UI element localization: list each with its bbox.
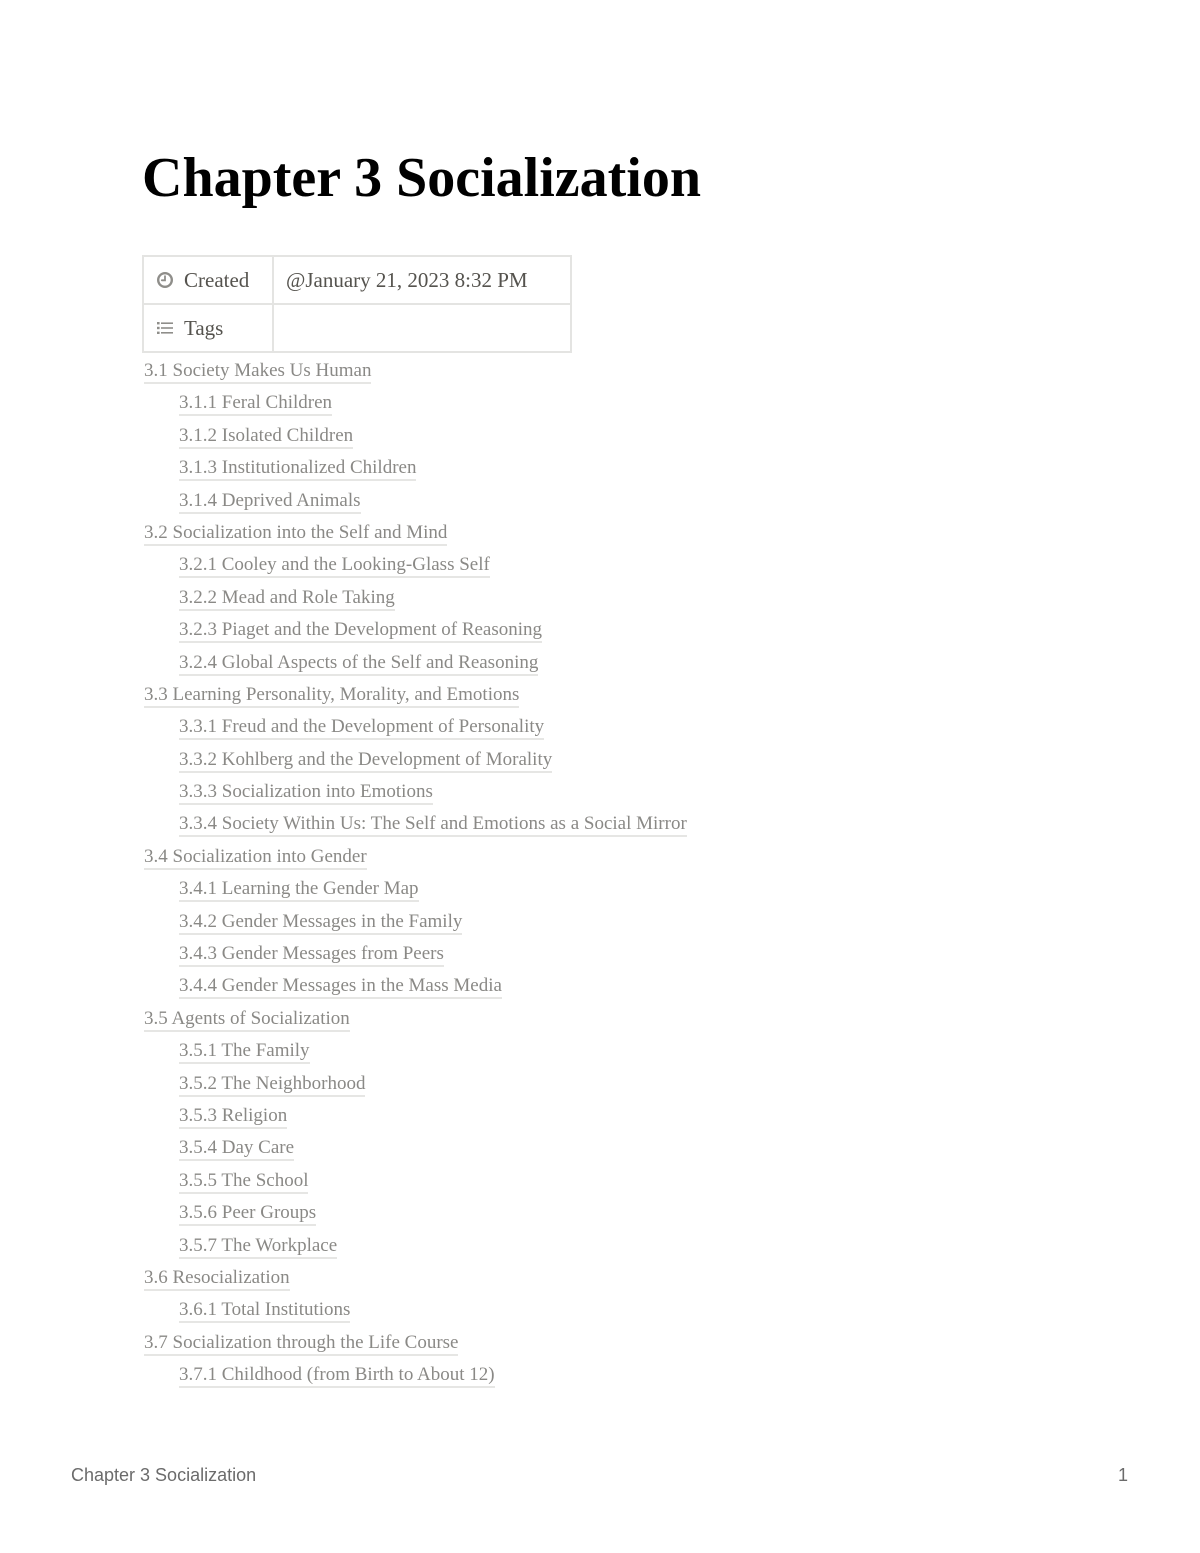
toc-subsection-item	[144, 388, 687, 420]
toc-section-item	[144, 1328, 687, 1360]
toc-section-item	[144, 1263, 687, 1295]
toc-subsection-item	[144, 874, 687, 906]
toc-subsection-item	[144, 1360, 687, 1392]
toc-link[interactable]: 3.2.2 Mead and Role Taking	[179, 587, 395, 611]
toc-subsection-item	[144, 809, 687, 841]
toc-subsection-item	[144, 1231, 687, 1263]
toc-subsection-item	[144, 550, 687, 582]
property-value-tags[interactable]	[273, 304, 571, 352]
property-row-tags	[143, 304, 571, 352]
toc-link[interactable]: 3.2 Socialization into the Self and Mind	[144, 522, 447, 546]
toc-subsection-item	[144, 453, 687, 485]
toc-subsection-item	[144, 583, 687, 615]
toc-subsection-item	[144, 971, 687, 1003]
toc-subsection-item	[144, 1069, 687, 1101]
toc-link[interactable]: 3.1 Society Makes Us Human	[144, 360, 371, 384]
footer-title: Chapter 3 Socialization	[71, 1465, 257, 1485]
toc-link[interactable]: 3.2.1 Cooley and the Looking-Glass Self	[179, 554, 490, 578]
toc-subsection-item	[144, 777, 687, 809]
page-title: Chapter 3 Socialization	[142, 147, 701, 209]
table-of-contents	[144, 356, 687, 1393]
toc-subsection-item	[144, 1101, 687, 1133]
toc-link[interactable]: 3.5.5 The School	[179, 1170, 308, 1194]
toc-link[interactable]: 3.6 Resocialization	[144, 1267, 290, 1291]
property-key-created: Created	[184, 267, 250, 292]
toc-subsection-item	[144, 421, 687, 453]
toc-subsection-item	[144, 486, 687, 518]
clock-icon	[156, 271, 174, 289]
toc-link[interactable]: 3.5.3 Religion	[179, 1105, 287, 1129]
toc-link[interactable]: 3.1.3 Institutionalized Children	[179, 457, 416, 481]
toc-subsection-item	[144, 615, 687, 647]
toc-subsection-item	[144, 1133, 687, 1165]
list-icon	[156, 319, 174, 337]
toc-link[interactable]: 3.5.7 The Workplace	[179, 1235, 337, 1259]
toc-link[interactable]: 3.4.4 Gender Messages in the Mass Media	[179, 975, 502, 999]
toc-link[interactable]: 3.6.1 Total Institutions	[179, 1299, 350, 1323]
toc-link[interactable]: 3.5 Agents of Socialization	[144, 1008, 350, 1032]
toc-link[interactable]: 3.2.3 Piaget and the Development of Reasoning	[179, 619, 542, 643]
toc-link[interactable]: 3.3 Learning Personality, Morality, and Emotions	[144, 684, 519, 708]
toc-link[interactable]: 3.4.2 Gender Messages in the Family	[179, 911, 462, 935]
toc-section-item	[144, 1004, 687, 1036]
toc-link[interactable]: 3.2.4 Global Aspects of the Self and Reasoning	[179, 652, 538, 676]
toc-subsection-item	[144, 1198, 687, 1230]
toc-link[interactable]: 3.3.4 Society Within Us: The Self and Emotions as a Social Mirror	[179, 813, 687, 837]
toc-link[interactable]: 3.7.1 Childhood (from Birth to About 12)	[179, 1364, 495, 1388]
toc-subsection-item	[144, 1295, 687, 1327]
toc-subsection-item	[144, 907, 687, 939]
toc-link[interactable]: 3.3.3 Socialization into Emotions	[179, 781, 433, 805]
toc-section-item	[144, 680, 687, 712]
property-row-created	[143, 256, 571, 304]
toc-link[interactable]: 3.4 Socialization into Gender	[144, 846, 367, 870]
property-key-cell	[143, 304, 273, 352]
toc-subsection-item	[144, 648, 687, 680]
toc-subsection-item	[144, 745, 687, 777]
toc-link[interactable]: 3.5.6 Peer Groups	[179, 1202, 316, 1226]
toc-link[interactable]: 3.5.4 Day Care	[179, 1137, 294, 1161]
properties-table	[142, 255, 572, 353]
toc-subsection-item	[144, 939, 687, 971]
toc-link[interactable]: 3.7 Socialization through the Life Course	[144, 1332, 458, 1356]
toc-link[interactable]: 3.5.2 The Neighborhood	[179, 1073, 365, 1097]
toc-subsection-item	[144, 1166, 687, 1198]
toc-subsection-item	[144, 712, 687, 744]
property-value-created[interactable]: @January 21, 2023 8:32 PM	[273, 256, 571, 304]
toc-link[interactable]: 3.3.1 Freud and the Development of Personality	[179, 716, 544, 740]
toc-link[interactable]: 3.4.3 Gender Messages from Peers	[179, 943, 444, 967]
toc-subsection-item	[144, 1036, 687, 1068]
toc-section-item	[144, 518, 687, 550]
footer-page-number: 1	[1117, 1465, 1128, 1485]
toc-section-item	[144, 842, 687, 874]
toc-link[interactable]: 3.5.1 The Family	[179, 1040, 310, 1064]
toc-link[interactable]: 3.4.1 Learning the Gender Map	[179, 878, 419, 902]
toc-section-item	[144, 356, 687, 388]
toc-link[interactable]: 3.3.2 Kohlberg and the Development of Morality	[179, 749, 552, 773]
property-key-tags: Tags	[184, 315, 224, 340]
property-key-cell	[143, 256, 273, 304]
toc-link[interactable]: 3.1.2 Isolated Children	[179, 425, 353, 449]
toc-link[interactable]: 3.1.1 Feral Children	[179, 392, 332, 416]
toc-link[interactable]: 3.1.4 Deprived Animals	[179, 490, 361, 514]
